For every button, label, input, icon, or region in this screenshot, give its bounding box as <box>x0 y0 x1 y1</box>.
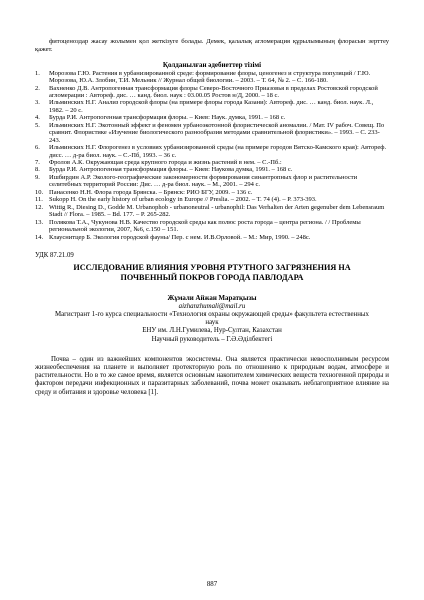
author-affiliation: Магистрант 1-го курса специальности «Технология охраны окружающей среды» факультета естественных наук <box>55 311 369 327</box>
article-title-line: ИССЛЕДОВАНИЕ ВЛИЯНИЯ УРОВНЯ РТУТНОГО ЗАГРЯЗНЕНИЯ НА <box>73 263 351 273</box>
reference-item: 7. Фролов А.К. Окружающая среда крупного города и жизнь растений в нем. – С.-Пб.: <box>35 159 282 167</box>
reference-item: 11. Sukopp H. On the early history of urban ecology in Europe // Preslia. – 2002. – T. 74 (4). – P. 373-393. <box>35 196 317 204</box>
reference-item: 9. Ишбирдин А.Р. Эколого-географические закономерности формирования синантропных флор и растительности селитебных территорий России: Дис. … д-ра биол. наук. – М., 2001. – 294 с. <box>35 173 358 189</box>
reference-item: 13. Полякова Т.А., Чукунова Н.В. Качество городской среды как полюс роста города – центра региона. / / Проблемы региональной экологии, 2007, №6, с.150 – 151. <box>35 218 361 234</box>
reference-item: 10. Панасенко Н.Н. Флора города Брянска. – Брянск: РИО БГУ, 2009. – 136 с. <box>35 188 253 196</box>
reference-item: 3. Ильминских Н.Г. Анализ городской флоры (на примере флоры города Казани): Автореф. дис. … канд. биол. наук. Л., 1982. – 20 с. <box>35 99 374 114</box>
page-number: 887 <box>206 581 218 588</box>
intro-paragraph: фитоценоздар жасау жолымен қол жеткізуге болады. Демек, қалалық агломерация құрылымының флорасын зерттеу қажет. <box>35 38 389 54</box>
reference-item: 12. Wittig R., Diesing D., Godde M. Urbanophob - urbanoneutral - urbanophil: Das Verhalten der Arten gegenuber dem Lebensraum Stadt // Flora. – 1985. – Bd. 177. – P. 265-282. <box>35 203 385 219</box>
udk-code: УДК 87.21.09 <box>35 252 74 260</box>
reference-item: 8. Бурда Р.И. Антропогенная трансформация флоры. – Киев: Наукова думка, 1991. – 168 с. <box>35 166 293 174</box>
references-list <box>35 70 389 241</box>
reference-item: 14. Клауснитцер Б. Экология городской фауны/ Пер. с нем. И.В.Орловой. – М.: Мир, 1990. – 248с. <box>35 233 311 241</box>
author-name: Жұмали Айжан Маратқызы <box>167 295 257 303</box>
reference-item: 6. Ильминских Н.Г. Флорогенез в условиях урбанизированной среды (на примере городов Вятско-Камского края): Автореф. дисс. … д-ра биол. наук. – С.-Пб, 1993. – 36 с. <box>35 144 387 159</box>
reference-item: 4. Бурда Р.И. Антропогенная трансформация флоры. – Киев: Наук. думка, 1991. – 168 с. <box>35 114 286 122</box>
supervisor: Научный руководитель – Г.Ә.Әділбектегі <box>151 335 273 343</box>
reference-item: 2. Вахненко Д.В. Антропогенная трансформация флоры Северо-Восточного Приазовья в пределах Ростовской городской агломерации : Автореф. дис. … канд. биол. наук : 03.00.05 Ростов н/Д, 2000. – 18 с. <box>35 84 378 99</box>
reference-item: 1. Морозова Г.Ю. Растения в урбанизированной среде: формирование флоры, ценогенез и структура популяций / Г.Ю. Морозова, Ю.А. Злобин, Т.И. Мельник // Журнал общей биологии. – 2003. – Т. 64, № 2. – С. 166-180. <box>35 69 371 85</box>
references-heading: Қолданылған әдебиеттер тізімі <box>162 60 262 69</box>
reference-item: 5. Ильминских Н.Г. Экотонный эффект и феномен урбаноэкотонной флористической аномалии. / Мат. IV рабоч. Совещ. По сравнит. Флористике «Изучение биологического разнообразия методами сравнительной флористики». – 1993. – С. 233-243. <box>35 121 385 144</box>
university: ЕНУ им. Л.Н.Гумилева, Нур-Султан, Казахстан <box>142 327 282 335</box>
author-email: aizhanzhumali@mail.ru <box>178 303 246 311</box>
page-content <box>35 38 389 397</box>
body-paragraph: Почва – один из важнейших компонентов экосистемы. Она является практически невосполнимым ресурсом жизнеобеспечения на планете и выполняет протекторную роль по отношению к природным водам, атмосфере и растительности. Но в то же самое время, является основным накопителем химических веществ техногенной природы и фактором передачи инфекционных и паразитарных заболеваний, почва может оказывать неблагоприятное влияние на среду и обитания и здоровье человека [1]. <box>35 355 389 396</box>
article-title <box>35 263 389 283</box>
article-title-line: ПОЧВЕННЫЙ ПОКРОВ ГОРОДА ПАВЛОДАРА <box>120 273 304 283</box>
